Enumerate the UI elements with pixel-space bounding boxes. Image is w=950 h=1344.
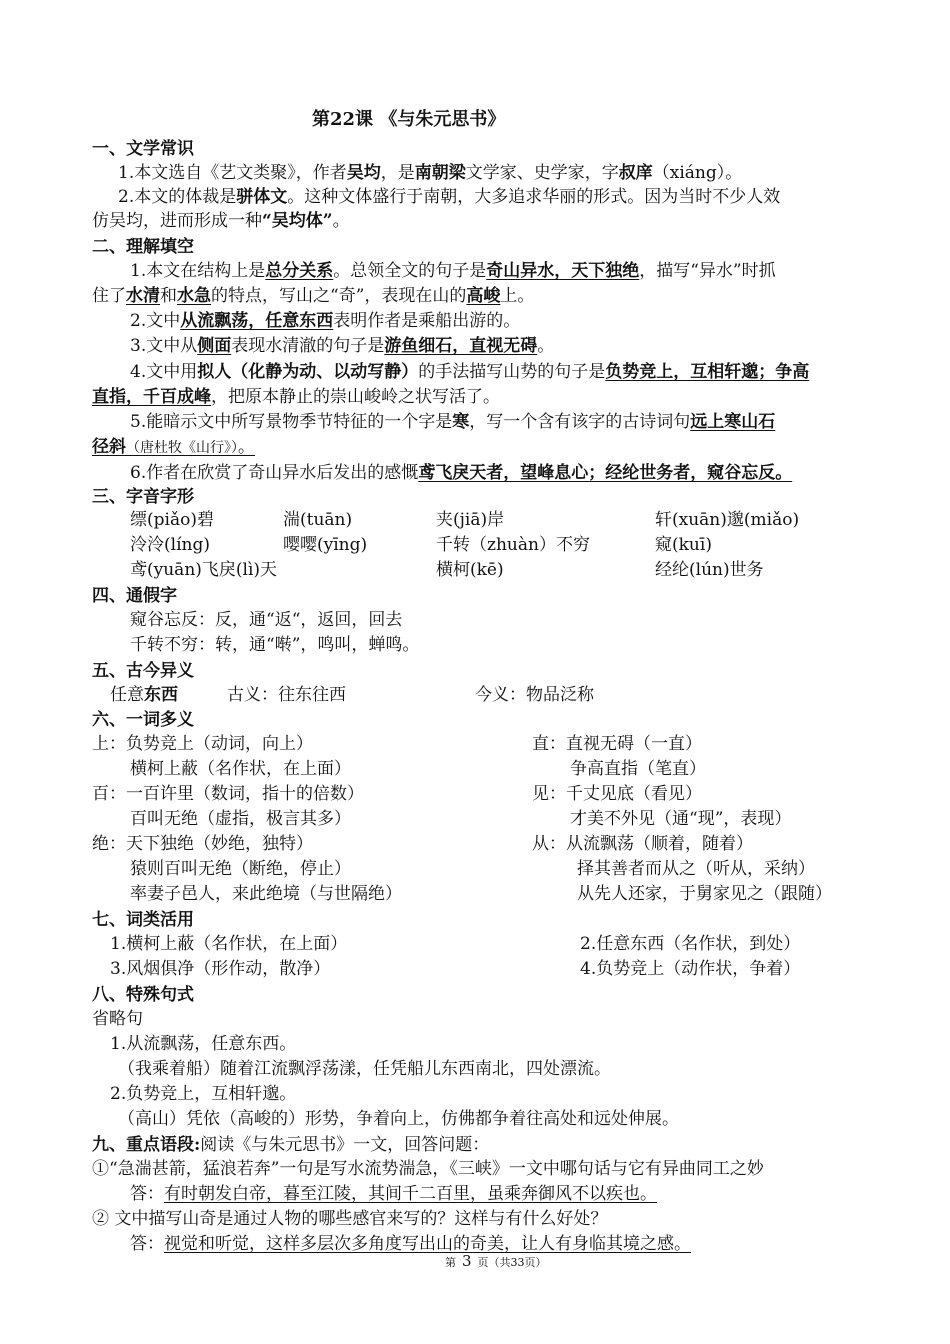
s6-right: 直：直视无碍（一直）: [532, 734, 702, 754]
s6-right: 择其善者而从之（听从，采纳）: [577, 859, 815, 879]
text: 有时朝发白帝，暮至江陵，其间千二百里，虽乘奔御风不以疾也。: [164, 1184, 657, 1204]
s3-cell: 窥(kuī): [655, 535, 712, 555]
text: 的手法描写山势的句子是: [418, 362, 606, 382]
text: 吴均: [346, 163, 381, 183]
s8-line: 2.负势竞上，互相轩邈。: [110, 1084, 297, 1104]
text: 。: [238, 437, 255, 457]
text: 和: [160, 286, 177, 306]
text: 住了: [92, 286, 126, 306]
s2-para-2: [130, 309, 520, 333]
s9-question-2: ② 文中描写山奇是通过人物的哪些感官来写的？这样与有什么好处？: [92, 1209, 608, 1229]
s6-left: 上：负势竞上（动词，向上）: [92, 734, 313, 754]
s6-left: 横柯上蔽（名作状，在上面）: [130, 759, 351, 779]
s3-cell: 轩(xuān)邈(miǎo): [655, 510, 800, 530]
s3-cell: 夹(jiā)岸: [436, 510, 505, 530]
text: 答：: [130, 1234, 164, 1254]
s2-para-4a: [130, 360, 809, 384]
text: ，是: [380, 163, 415, 183]
text: ，写一个含有该字的古诗词句: [469, 412, 691, 432]
section-6-heading: 六、一词多义: [92, 710, 194, 730]
s2-para-5a: [130, 410, 775, 434]
s3-cell: 横柯(kē): [436, 560, 504, 580]
s9-answer-2: [130, 1232, 691, 1256]
section-3-heading: 三、字音字形: [92, 487, 194, 507]
text: 拟人（化静为动、以动写静）: [197, 362, 419, 382]
text: 。: [537, 336, 555, 356]
text: 负势竞上，互相轩邈；争高: [605, 362, 810, 382]
text: 文学家、史学家，字: [465, 163, 619, 183]
text: 从流飘荡，任意东西: [180, 311, 334, 331]
s9-question-1: ①“急湍甚箭，猛浪若奔”一句是写水流势湍急，《三峡》一文中哪句话与它有异曲同工之妙: [92, 1159, 764, 1179]
text: 任意: [110, 685, 144, 705]
section-4-heading: 四、通假字: [92, 586, 177, 606]
lesson-title: 第22课 《与朱元思书》: [312, 109, 506, 130]
text: 远上寒山石: [690, 412, 776, 432]
s2-para-5b: [92, 435, 255, 460]
text: 3.文中从: [130, 336, 198, 356]
text: 东西: [144, 685, 178, 705]
text: 侧面: [197, 336, 232, 356]
s8-line: （高山）凭依（高峻的）形势，争着向上，仿佛都争着往高处和远处伸展。: [118, 1109, 679, 1129]
text: 直指，千百成峰: [92, 387, 211, 407]
s3-cell: 千转（zhuàn）不穷: [436, 535, 590, 555]
text: ，描写“异水”时抓: [639, 261, 776, 281]
s6-right: 见：千丈见底（看见）: [532, 784, 702, 804]
s6-right: 从：从流飘荡（顺着，随着）: [532, 834, 753, 854]
text: 鸢飞戾天者，望峰息心；经纶世务者，窥谷忘反。: [418, 463, 793, 483]
s6-left: 百：一百许里（数词，指十的倍数）: [92, 784, 364, 804]
text: 2.文中: [130, 311, 181, 331]
section-5-heading: 五、古今异义: [92, 661, 194, 681]
s8-line: 1.从流飘荡，任意东西。: [110, 1034, 297, 1054]
section-1-heading: 一、文学常识: [92, 139, 194, 159]
s3-cell: 缥(piǎo)碧: [130, 510, 214, 530]
text: 第: [445, 1256, 456, 1269]
s2-para-6: [130, 461, 792, 485]
text: 径斜: [92, 437, 126, 457]
text: 阅读《与朱元思书》一文，回答问题：: [200, 1135, 490, 1155]
s3-cell: 鸢(yuān)飞戾(lì)天: [130, 560, 278, 580]
text: 5.能暗示文中所写景物季节特征的一个字是: [130, 412, 453, 432]
s8-line: （我乘着船）随着江流飘浮荡漾，任凭船儿东西南北，四处漂流。: [118, 1059, 611, 1079]
text: 奇山异水，天下独绝: [486, 261, 640, 281]
text: 2.本文的体裁是: [118, 187, 237, 207]
page-number: 3: [462, 1252, 472, 1270]
section-7-heading: 七、词类活用: [92, 910, 194, 930]
text: “吴均体”: [262, 211, 333, 231]
s5-modern: 今义：物品泛称: [475, 685, 594, 705]
text: 表现水清澈的句子是: [231, 336, 385, 356]
text: 水急: [177, 286, 211, 306]
s3-cell: 泠泠(líng): [130, 535, 210, 555]
s1-para-2a: [118, 185, 780, 209]
s2-para-1a: [130, 259, 776, 283]
text: 九、重点语段:: [92, 1135, 201, 1155]
text: 1.本文选自《艺文类聚》，作者: [118, 163, 347, 183]
s1-para-2b: [92, 209, 350, 233]
s6-right: 从先人还家，于舅家见之（跟随）: [577, 884, 832, 904]
s9-answer-1: [130, 1182, 657, 1206]
text: 叔庠: [618, 163, 653, 183]
s4-line: 窥谷忘反：反，通“返“，返回，回去: [130, 610, 403, 630]
s6-right: 争高直指（笔直）: [570, 759, 706, 779]
text: 表明作者是乘船出游的。: [333, 311, 521, 331]
s7-item: 4.负势竞上（动作状，争着）: [580, 959, 801, 979]
s7-item: 3.风烟俱净（形作动，散净）: [110, 959, 331, 979]
text: 。总领全文的句子是: [333, 261, 487, 281]
text: 1.本文在结构上是: [130, 261, 266, 281]
text: 。: [332, 211, 350, 231]
text: （唐杜牧《山行》）: [126, 440, 238, 456]
text: 仿吴均，进而形成一种: [92, 211, 262, 231]
section-8-heading: 八、特殊句式: [92, 985, 194, 1005]
s6-left: 绝：天下独绝（妙绝，独特）: [92, 834, 313, 854]
text: 骈体文: [236, 187, 288, 207]
text: 游鱼细石，直视无碍: [384, 336, 538, 356]
s6-left: 率妻子邑人，来此绝境（与世隔绝）: [130, 884, 402, 904]
s3-cell: 湍(tuān): [283, 510, 353, 530]
s3-cell: 经纶(lún)世务: [655, 560, 764, 580]
text: 上。: [500, 286, 535, 306]
text: 南朝梁: [414, 163, 466, 183]
text: 。这种文体盛行于南朝，大多追求华丽的形式。因为当时不少人效: [287, 187, 781, 207]
page-footer: [445, 1254, 547, 1270]
section-9-heading: [92, 1133, 489, 1157]
s6-left: 猿则百叫无绝（断绝，停止）: [130, 859, 351, 879]
s5-ancient: 古义：往东往西: [227, 685, 346, 705]
text: 6.作者在欣赏了奇山异水后发出的感慨: [130, 463, 419, 483]
s7-item: 1.横柯上蔽（名作状，在上面）: [110, 934, 348, 954]
s8-sub: 省略句: [92, 1009, 143, 1029]
s2-para-1b: [92, 284, 534, 308]
text: 高峻: [466, 286, 501, 306]
text: ，把原本静止的崇山峻岭之状写活了。: [211, 387, 500, 407]
s6-right: 才美不外见（通“现”，表现）: [570, 809, 792, 829]
s3-cell: 嘤嘤(yīng): [283, 535, 368, 555]
text: （xiáng）。: [652, 163, 743, 183]
text: 视觉和听觉，这样多层次多角度写出山的奇美，让人有身临其境之感。: [164, 1234, 691, 1254]
s2-para-3: [130, 334, 554, 358]
text: 总分关系: [265, 261, 334, 281]
s7-item: 2.任意东西（名作状，到处）: [580, 934, 801, 954]
text: 的特点，写山之“奇”，表现在山的: [211, 286, 467, 306]
s4-line: 千转不穷：转，通“啭”，鸣叫，蝉鸣。: [130, 635, 420, 655]
text: 页（共33页）: [477, 1256, 547, 1269]
s5-word: [110, 683, 178, 707]
s6-left: 百叫无绝（虚指，极言其多）: [130, 809, 351, 829]
text: 4.文中用: [130, 362, 198, 382]
section-2-heading: 二、理解填空: [92, 237, 194, 257]
s2-para-4b: [92, 385, 500, 409]
text: 答：: [130, 1184, 164, 1204]
text: 水清: [126, 286, 160, 306]
text: 寒: [452, 412, 470, 432]
s1-para-1: [118, 161, 742, 185]
